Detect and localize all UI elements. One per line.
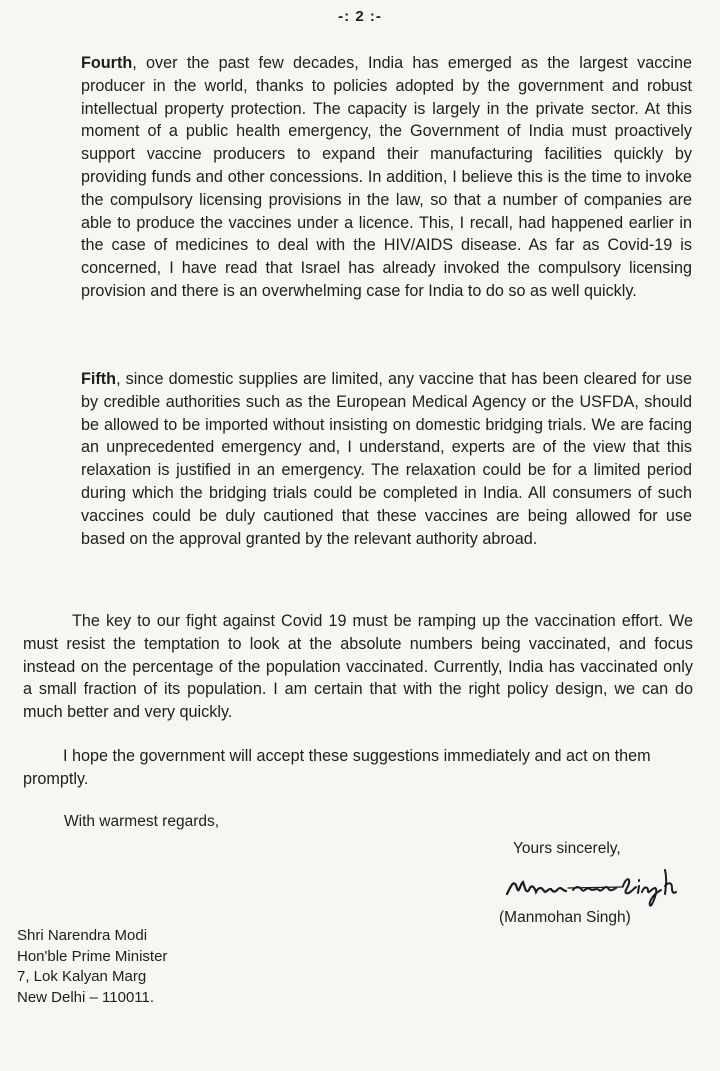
paragraph-key: The key to our fight against Covid 19 must be ramping up the vaccination effort. We must resist the temptation to look at the absolute numbers being vaccinated, and focus instead on the percentage of the population vaccinated. Currently, India has vaccinated only a small fraction of its population. I am certain that with the right policy design, we can do much better and very quickly. <box>23 612 693 722</box>
address-line-title: Hon'ble Prime Minister <box>17 947 168 965</box>
paragraph-fifth-text: , since domestic supplies are limited, any vaccine that has been cleared for use by credible authorities such as the European Medical Agency or the USFDA, should be allowed to be imported without insisting on domestic bridging trials. We are facing an unprecedented emergency and, I understand, experts are of the view that this relaxation is justified in an emergency. The relaxation could be for a limited period during which the bridging trials could be completed in India. All consumers of such vaccines could be duly cautioned that these vaccines are being allowed for use based on the approval granted by the relevant authority abroad. <box>81 370 692 548</box>
yours-sincerely: Yours sincerely, <box>513 840 621 857</box>
address-line-name: Shri Narendra Modi <box>17 927 148 944</box>
page-number: -: 2 :- <box>338 8 382 25</box>
recipient-address <box>17 926 167 1008</box>
signer-name: (Manmohan Singh) <box>499 909 631 926</box>
paragraph-fourth-text: , over the past few decades, India has emerged as the largest vaccine producer in the world, thanks to policies adopted by the government and robust intellectual property protection. The capacity is largely in the private sector. At this moment of a public health emergency, the Government of India must proactively support vaccine producers to expand their manufacturing facilities quickly by providing funds and other concessions. In addition, I believe this is the time to invoke the compulsory licensing provisions in the law, so that a number of companies are able to produce the vaccines under a licence. This, I recall, had happened earlier in the case of medicines to deal with the HIV/AIDS disease. As far as Covid-19 is concerned, I have read that Israel has already invoked the compulsory licensing provision and there is an overwhelming case for India to do so as well quickly. <box>81 54 692 300</box>
paragraph-fourth <box>81 52 692 303</box>
paragraph-fourth-lead: Fourth <box>81 54 133 72</box>
signature-image <box>505 864 695 914</box>
paragraph-fifth-lead: Fifth <box>81 370 117 388</box>
address-line-city: New Delhi – 110011. <box>17 988 155 1006</box>
address-line-street: 7, Lok Kalyan Marg <box>17 968 147 985</box>
paragraph-fifth <box>81 368 692 550</box>
paragraph-hope: I hope the government will accept these suggestions immediately and act on them promptly. <box>23 747 651 788</box>
closing-salutation: With warmest regards, <box>64 813 220 830</box>
